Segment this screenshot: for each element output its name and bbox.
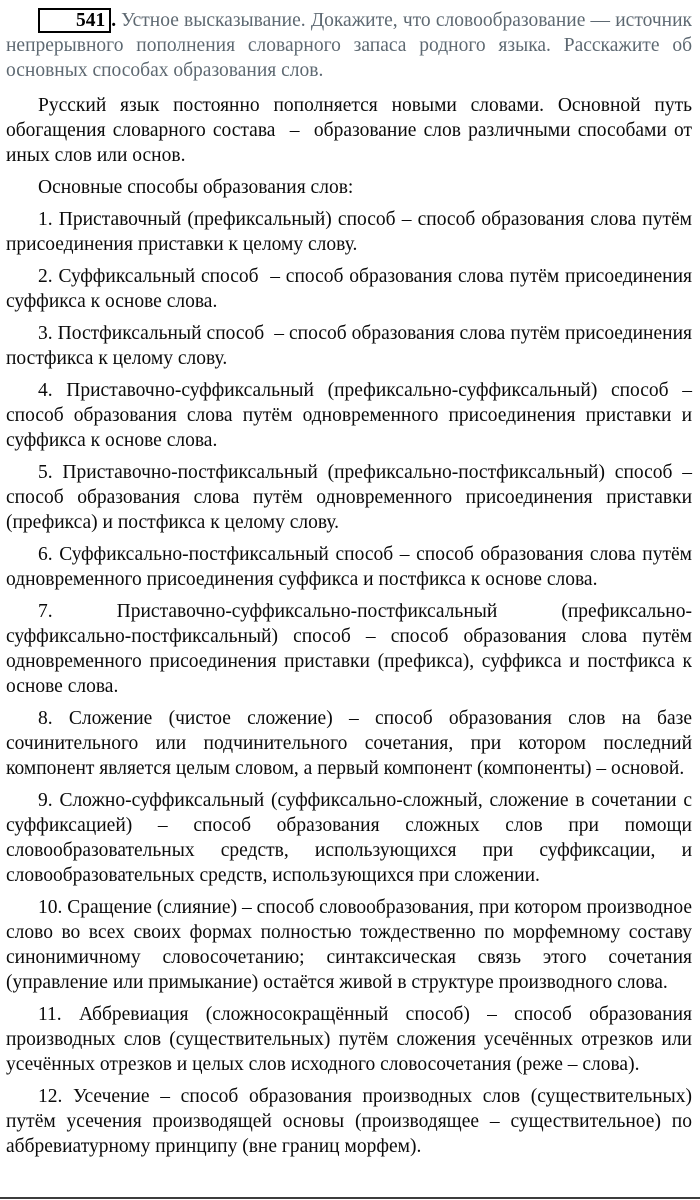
exercise-task — [6, 8, 692, 83]
list-title: Основные способы образования слов: — [38, 177, 354, 198]
list-item-11: 11. Аббревиация (сложносокращённый способ) – способ образования производных слов (существительных) путём сложения усечённых отрезков или усечённых отрезков и целых слов исходного словосочетания (реже – слова). — [6, 1004, 692, 1075]
intro-paragraph: Русский язык постоянно пополняется новыми словами. Основной путь обогащения словарного состава – образование слов различными способами от иных слов или основ. — [6, 95, 692, 166]
list-item-7: 7. Приставочно-суффиксально-постфиксальный (префиксально-суффиксально-постфиксальный) способ – способ образования слова путём одновременного присоединения приставки (префикса), суффикса и постфикса к основе слова. — [6, 601, 692, 697]
list-item-8: 8. Сложение (чистое сложение) – способ образования слов на базе сочинительного или подчинительного сочетания, при котором последний компонент является целым словом, а первый компонент (компоненты) – основой. — [6, 708, 692, 779]
list-item-4: 4. Приставочно-суффиксальный (префиксально-суффиксальный) способ – способ образования слова путём одновременного присоединения приставки и суффикса к основе слова. — [6, 380, 692, 451]
list-item-12: 12. Усечение – способ образования производных слов (существительных) путём усечения производящей основы (производящее – существительное) по аббревиатурному принципу (вне границ морфем). — [6, 1086, 692, 1157]
list-item-3: 3. Постфиксальный способ – способ образования слова путём присоединения постфикса к целому слову. — [6, 323, 692, 369]
list-item-1: 1. Приставочный (префиксальный) способ – способ образования слова путём присоединения приставки к целому слову. — [6, 209, 692, 255]
list-item-6: 6. Суффиксально-постфиксальный способ – способ образования слова путём одновременного присоединения суффикса и постфикса к основе слова. — [6, 544, 692, 590]
list-item-9: 9. Сложно-суффиксальный (суффиксально-сложный, сложение в сочетании с суффиксацией) – способ образования сложных слов при помощи словообразовательных средств, использующихся при суффиксации, и словообразовательных средств, использующихся при сложении. — [6, 790, 692, 886]
exercise-number-badge: 541 — [38, 8, 111, 33]
exercise-number-dot: . — [111, 10, 117, 31]
bottom-divider — [0, 1197, 700, 1199]
exercise-task-text: Устное высказывание. Докажите, что словообразование — источник непрерывного пополнения словарного запаса родного языка. Расскажите об основных способах образования слов. — [6, 10, 692, 81]
list-item-2: 2. Суффиксальный способ – способ образования слова путём присоединения суффикса к основе слова. — [6, 266, 692, 312]
list-item-5: 5. Приставочно-постфиксальный (префиксально-постфиксальный) способ – способ образования слова путём одновременного присоединения приставки (префикса) и постфикса к целому слову. — [6, 462, 692, 533]
list-item-10: 10. Сращение (слияние) – способ словообразования, при котором производное слово во всех своих формах полностью тождественно по морфемному составу синонимичному словосочетанию; синтаксическая связь этого сочетания (управление или примыкание) остаётся живой в структуре производного слова. — [6, 897, 692, 993]
